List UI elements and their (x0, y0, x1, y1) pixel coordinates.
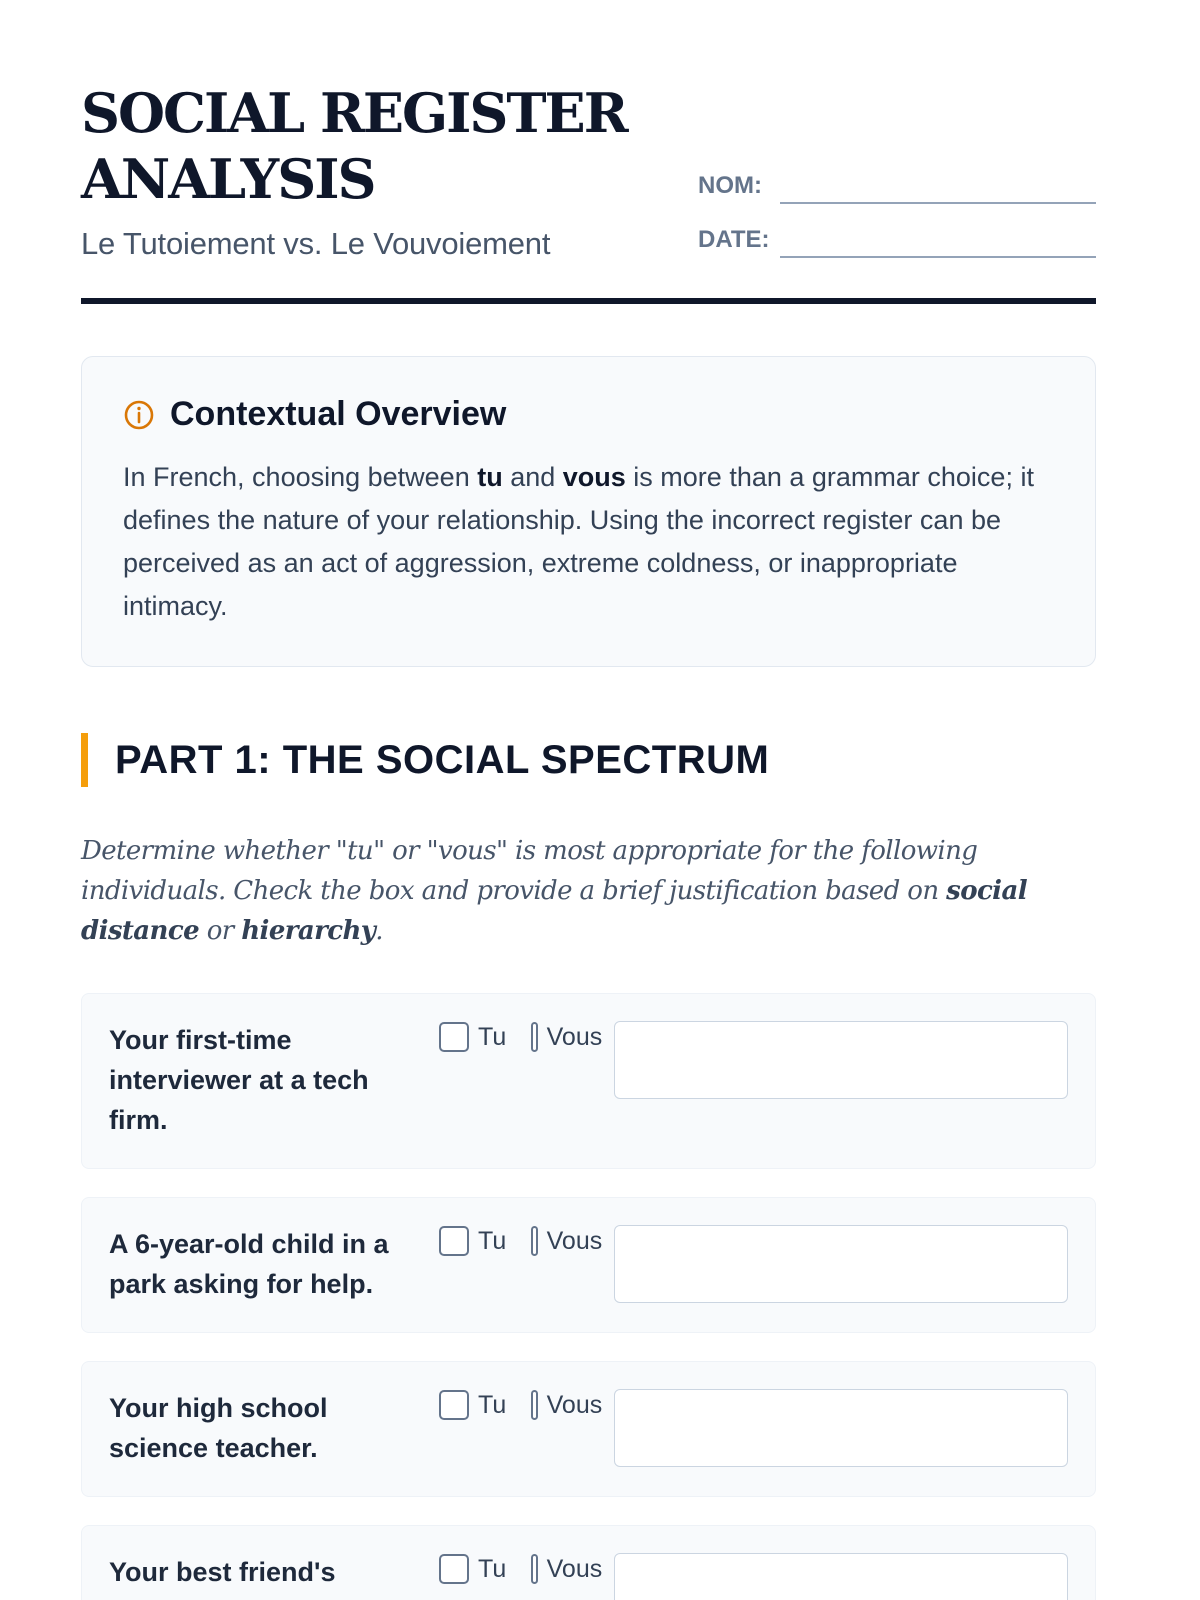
overview-title: Contextual Overview (170, 395, 507, 433)
part-1-title: PART 1: THE SOCIAL SPECTRUM (115, 737, 770, 782)
tu-option[interactable] (439, 1390, 506, 1420)
instructions-text-part: Determine whether "tu" or "vous" is most appropriate for the following individuals. Check the box and provide a brief justification based on (81, 836, 978, 906)
overview-text (123, 456, 1055, 628)
vous-label: Vous (546, 1390, 603, 1419)
tu-checkbox[interactable] (439, 1554, 469, 1584)
vous-option[interactable] (531, 1226, 602, 1256)
tu-option[interactable] (439, 1022, 506, 1052)
question-item-2 (81, 1197, 1096, 1333)
overview-text-part: In French, choosing between (123, 462, 478, 492)
tu-checkbox[interactable] (439, 1022, 469, 1052)
name-row (698, 160, 1096, 204)
vous-label: Vous (546, 1022, 603, 1051)
overview-tu-term: tu (477, 462, 503, 492)
vous-option[interactable] (531, 1390, 602, 1420)
tu-label: Tu (478, 1390, 507, 1419)
tu-label: Tu (478, 1022, 507, 1051)
tu-option[interactable] (439, 1226, 506, 1256)
question-item-1 (81, 993, 1096, 1169)
worksheet-header (81, 80, 1096, 304)
vous-label: Vous (546, 1226, 603, 1255)
info-icon (123, 399, 155, 431)
date-field[interactable] (780, 224, 1096, 258)
question-prompt: Your best friend's (109, 1557, 336, 1587)
date-row (698, 214, 1096, 258)
justification-input[interactable] (614, 1553, 1068, 1600)
register-choices (439, 1020, 602, 1062)
part-1-instructions (81, 831, 1096, 951)
question-item-4 (81, 1525, 1096, 1600)
tu-checkbox[interactable] (439, 1226, 469, 1256)
register-choices (439, 1388, 602, 1430)
overview-text-part: and (502, 462, 563, 492)
tu-checkbox[interactable] (439, 1390, 469, 1420)
overview-vous-term: vous (562, 462, 626, 492)
question-list (81, 993, 1096, 1600)
tu-option[interactable] (439, 1554, 506, 1584)
question-item-3 (81, 1361, 1096, 1497)
overview-text-part: is more than a grammar choice; it defines the nature of your relationship. Using the incorrect register can be perceived as an act of aggression, extreme coldness, or inappropriate intimacy. (123, 462, 1034, 621)
title-block (81, 80, 641, 262)
question-prompt: A 6-year-old child in a park asking for help. (109, 1229, 389, 1299)
tu-label: Tu (478, 1554, 507, 1583)
justification-input[interactable] (614, 1021, 1068, 1099)
name-label: NOM: (698, 172, 762, 199)
date-label: DATE: (698, 226, 770, 253)
student-info (698, 150, 1096, 262)
register-choices (439, 1552, 602, 1594)
justification-input[interactable] (614, 1389, 1068, 1467)
tu-label: Tu (478, 1226, 507, 1255)
page-subtitle: Le Tutoiement vs. Le Vouvoiement (81, 226, 551, 261)
justification-input[interactable] (614, 1225, 1068, 1303)
part-1-heading (81, 733, 1096, 787)
vous-checkbox[interactable] (531, 1390, 537, 1420)
instructions-text-part: or (199, 916, 242, 946)
instructions-text-part: . (375, 916, 383, 946)
title-line-2: ANALYSIS (81, 147, 375, 211)
instructions-emphasis: hierarchy (241, 916, 376, 946)
vous-checkbox[interactable] (531, 1022, 537, 1052)
vous-checkbox[interactable] (531, 1554, 537, 1584)
question-prompt: Your high school science teacher. (109, 1393, 328, 1463)
vous-option[interactable] (531, 1022, 602, 1052)
contextual-overview-card (81, 356, 1096, 667)
vous-label: Vous (546, 1554, 603, 1583)
page-title (81, 80, 641, 212)
vous-option[interactable] (531, 1554, 602, 1584)
instructions-emphasis: social distance (81, 876, 1027, 946)
question-prompt: Your first-time interviewer at a tech firm. (109, 1025, 369, 1135)
register-choices (439, 1224, 602, 1266)
title-line-1: SOCIAL REGISTER (81, 81, 627, 145)
vous-checkbox[interactable] (531, 1226, 537, 1256)
name-field[interactable] (780, 170, 1096, 204)
overview-header (123, 395, 1055, 434)
